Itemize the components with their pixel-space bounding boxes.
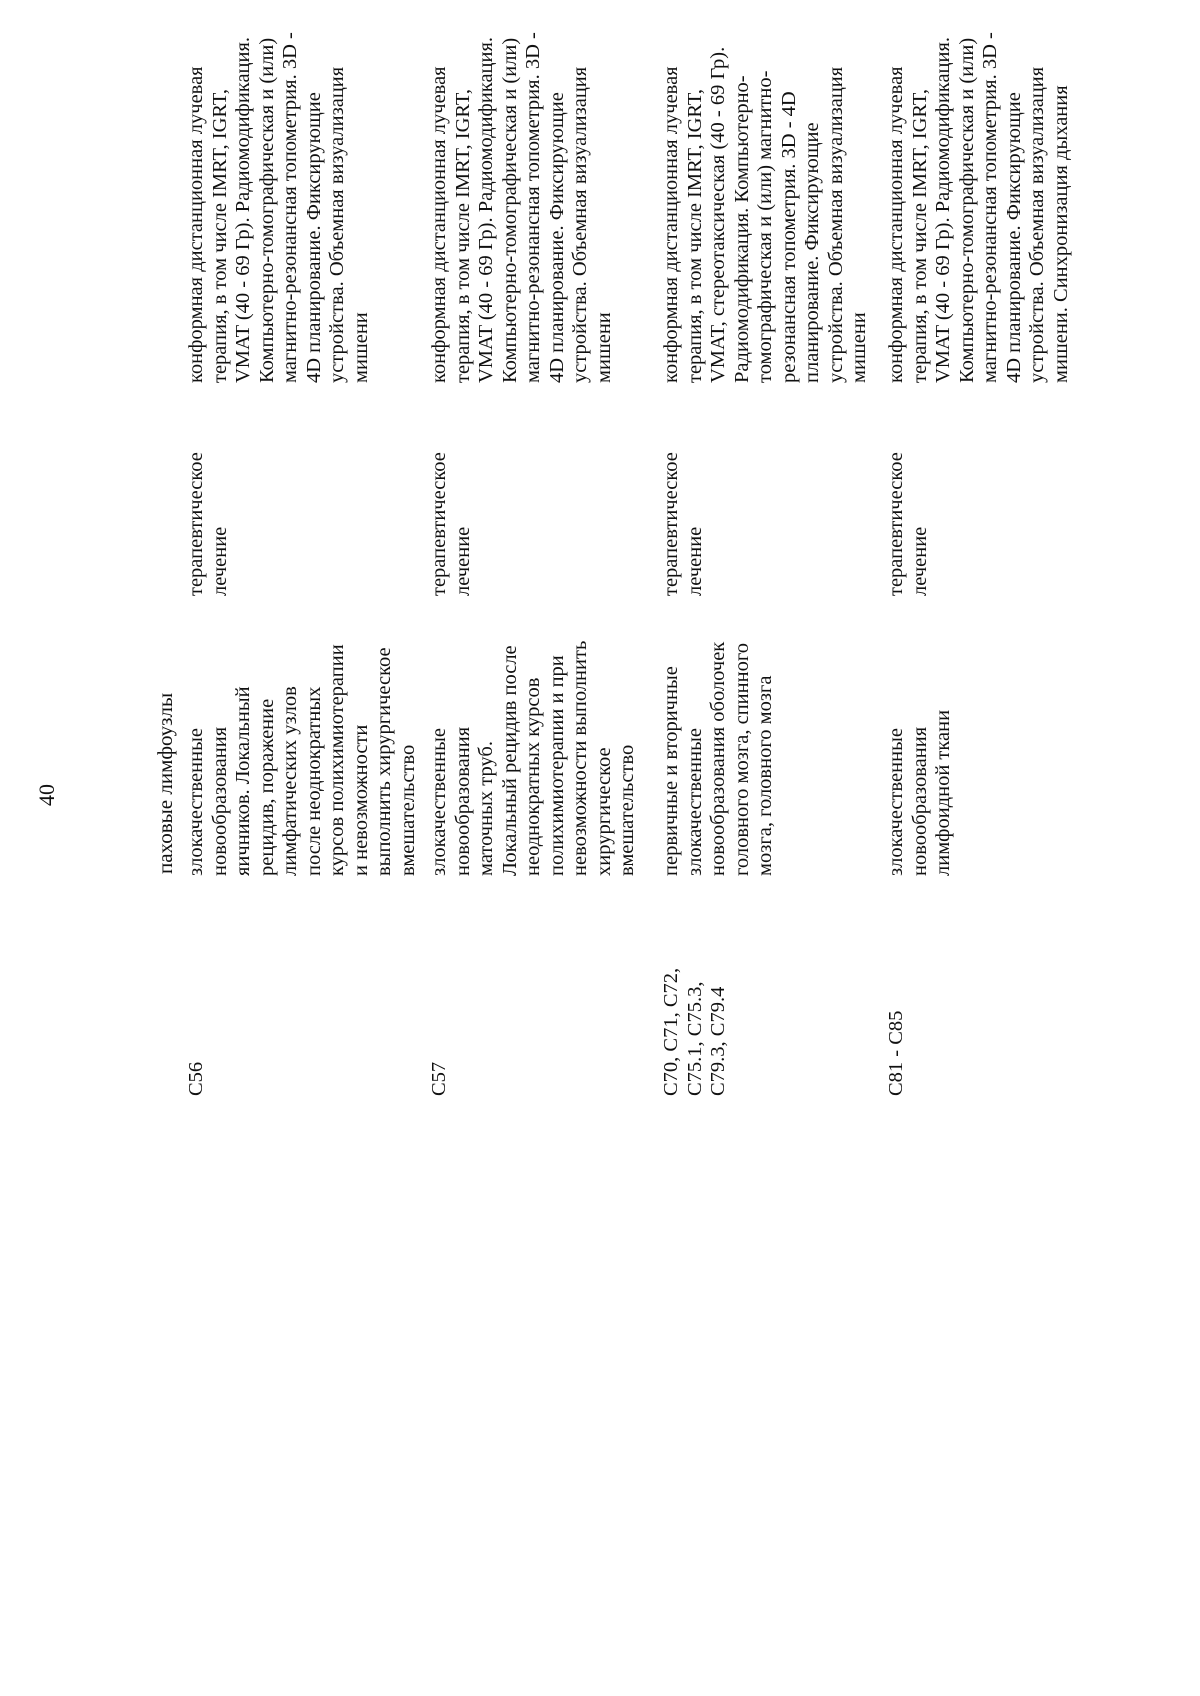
method-cell: конформная дистанционная лучевая терапия, в том числе IMRT, IGRT, VMAT, стереотаксическая (40 - 69 Гр). Радиомодификация. Компьютерно- томографическая и (или) магнитно- резонансная топометрия. 3D - 4D планирование. Фиксирующие устройства. Объемная визуализация мишени xyxy=(660,46,870,383)
diagnosis-cell: злокачественные новообразования лимфоидной ткани xyxy=(885,709,954,876)
treatment-type-cell: терапевтическое лечение xyxy=(660,452,706,596)
icd-code-cell: C57 xyxy=(428,1061,450,1096)
method-cell: конформная дистанционная лучевая терапия, в том числе IMRT, IGRT, VMAT (40 - 69 Гр). Радиомодификация. Компьютерно-томографическая и (или) магнитно-резонансная топометрия. 3D - 4D планирование. Фиксирующие устройства. Объемная визуализация мишени xyxy=(185,32,372,383)
diagnosis-cell: злокачественные новообразования маточных труб. Локальный рецидив после неоднократных курсов полихимиотерапии и при невозможности выполнить хирургическое вмешательство xyxy=(428,640,638,876)
icd-code-cell: C81 - C85 xyxy=(885,1010,907,1096)
diagnosis-cell: злокачественные новообразования яичников. Локальный рецидив, поражение лимфатических узлов после неоднократных курсов полихимиотерапии и невозможности выполнить хирургическое вмешательство xyxy=(185,644,419,876)
page-number: 40 xyxy=(34,784,59,806)
treatment-type-cell: терапевтическое лечение xyxy=(885,452,931,596)
diagnosis-cell: первичные и вторичные злокачественные новообразования оболочек головного мозга, спинного мозга, головного мозга xyxy=(660,641,776,876)
icd-code-cell: C56 xyxy=(185,1061,207,1096)
treatment-type-cell: терапевтическое лечение xyxy=(428,452,474,596)
preamble-text: паховые лимфоузлы xyxy=(153,692,177,874)
method-cell: конформная дистанционная лучевая терапия, в том числе IMRT, IGRT, VMAT (40 - 69 Гр). Радиомодификация. Компьютерно-томографическая и (или) магнитно-резонансная топометрия. 3D - 4D планирование. Фиксирующие устройства. Объемная визуализация мишени. Синхронизация дыхания xyxy=(885,32,1072,383)
icd-code-cell: C70, C71, C72, C75.1, C75.3, C79.3, C79.4 xyxy=(660,967,729,1096)
treatment-type-cell: терапевтическое лечение xyxy=(185,452,231,596)
method-cell: конформная дистанционная лучевая терапия, в том числе IMRT, IGRT, VMAT (40 - 69 Гр). Радиомодификация. Компьютерно-томографическая и (или) магнитно-резонансная топометрия. 3D - 4D планирование. Фиксирующие устройства. Объемная визуализация мишени xyxy=(428,32,615,383)
